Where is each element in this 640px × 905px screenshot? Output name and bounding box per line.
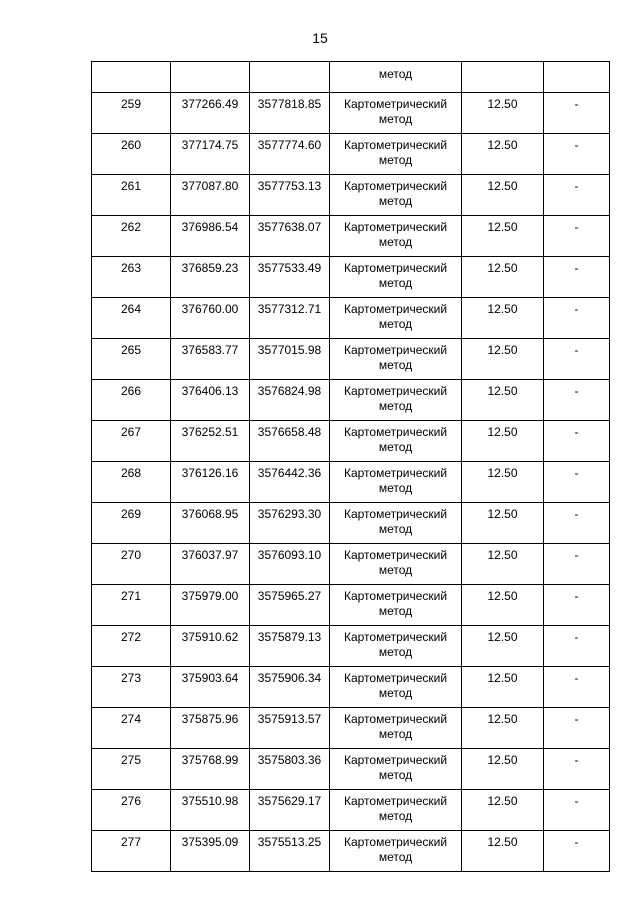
cell-y: 3577818.85 [250, 93, 330, 134]
cell-accuracy: 12.50 [462, 175, 544, 216]
cell-accuracy: 12.50 [462, 585, 544, 626]
cell-method: Картометрический метод [330, 175, 462, 216]
cell-y: 3576293.30 [250, 503, 330, 544]
cell-y: 3577753.13 [250, 175, 330, 216]
cell-description: - [544, 749, 610, 790]
cell-y: 3577774.60 [250, 134, 330, 175]
cell-point [92, 62, 171, 93]
table-row [92, 421, 610, 462]
cell-x [171, 62, 250, 93]
table-row [92, 667, 610, 708]
cell-x: 377087.80 [171, 175, 250, 216]
cell-accuracy: 12.50 [462, 339, 544, 380]
cell-method: Картометрический метод [330, 503, 462, 544]
cell-method: Картометрический метод [330, 585, 462, 626]
table-row [92, 503, 610, 544]
cell-y: 3575913.57 [250, 708, 330, 749]
table-row [92, 380, 610, 421]
cell-accuracy: 12.50 [462, 544, 544, 585]
table-row [92, 257, 610, 298]
cell-point: 268 [92, 462, 171, 503]
table-row [92, 790, 610, 831]
table-row [92, 626, 610, 667]
cell-y: 3577015.98 [250, 339, 330, 380]
continuation-row [92, 62, 610, 93]
cell-description: - [544, 462, 610, 503]
cell-description: - [544, 708, 610, 749]
cell-point: 267 [92, 421, 171, 462]
cell-point: 273 [92, 667, 171, 708]
cell-x: 377174.75 [171, 134, 250, 175]
cell-x: 375903.64 [171, 667, 250, 708]
cell-method: Картометрический метод [330, 339, 462, 380]
cell-method: Картометрический метод [330, 257, 462, 298]
cell-y: 3576093.10 [250, 544, 330, 585]
page-number: 15 [312, 30, 328, 46]
table-row [92, 544, 610, 585]
cell-description: - [544, 503, 610, 544]
table-row [92, 339, 610, 380]
cell-method: Картометрический метод [330, 462, 462, 503]
cell-y: 3577533.49 [250, 257, 330, 298]
cell-point: 277 [92, 831, 171, 872]
cell-y: 3575879.13 [250, 626, 330, 667]
cell-point: 260 [92, 134, 171, 175]
cell-description: - [544, 667, 610, 708]
cell-description: - [544, 93, 610, 134]
cell-description: - [544, 421, 610, 462]
cell-x: 375875.96 [171, 708, 250, 749]
cell-accuracy: 12.50 [462, 790, 544, 831]
cell-description: - [544, 790, 610, 831]
cell-accuracy: 12.50 [462, 708, 544, 749]
cell-y: 3576658.48 [250, 421, 330, 462]
cell-y: 3575906.34 [250, 667, 330, 708]
table-row [92, 462, 610, 503]
cell-x: 376037.97 [171, 544, 250, 585]
cell-point: 263 [92, 257, 171, 298]
cell-method: Картометрический метод [330, 544, 462, 585]
table-row [92, 831, 610, 872]
cell-x: 376760.00 [171, 298, 250, 339]
cell-accuracy: 12.50 [462, 503, 544, 544]
coordinates-table [91, 61, 610, 872]
cell-x: 376583.77 [171, 339, 250, 380]
cell-x: 376068.95 [171, 503, 250, 544]
cell-method: Картометрический метод [330, 831, 462, 872]
table-row [92, 175, 610, 216]
cell-point: 264 [92, 298, 171, 339]
cell-x: 377266.49 [171, 93, 250, 134]
cell-point: 266 [92, 380, 171, 421]
cell-description: - [544, 216, 610, 257]
cell-x: 375768.99 [171, 749, 250, 790]
table-row [92, 749, 610, 790]
cell-accuracy: 12.50 [462, 380, 544, 421]
cell-y: 3575629.17 [250, 790, 330, 831]
cell-y [250, 62, 330, 93]
cell-y: 3577312.71 [250, 298, 330, 339]
cell-x: 375979.00 [171, 585, 250, 626]
cell-point: 269 [92, 503, 171, 544]
cell-description: - [544, 257, 610, 298]
cell-method: Картометрический метод [330, 298, 462, 339]
cell-description: - [544, 175, 610, 216]
cell-x: 376986.54 [171, 216, 250, 257]
cell-x: 375395.09 [171, 831, 250, 872]
cell-description: - [544, 380, 610, 421]
cell-accuracy: 12.50 [462, 216, 544, 257]
cell-description: - [544, 831, 610, 872]
table-row [92, 216, 610, 257]
cell-point: 275 [92, 749, 171, 790]
cell-accuracy: 12.50 [462, 667, 544, 708]
cell-description: - [544, 626, 610, 667]
cell-y: 3576824.98 [250, 380, 330, 421]
cell-method: Картометрический метод [330, 380, 462, 421]
cell-point: 272 [92, 626, 171, 667]
cell-point: 259 [92, 93, 171, 134]
cell-description: - [544, 339, 610, 380]
cell-accuracy: 12.50 [462, 462, 544, 503]
cell-description: - [544, 544, 610, 585]
cell-point: 276 [92, 790, 171, 831]
cell-accuracy: 12.50 [462, 626, 544, 667]
cell-method: Картометрический метод [330, 93, 462, 134]
coordinates-table-body [92, 62, 610, 872]
table-row [92, 93, 610, 134]
cell-x: 376406.13 [171, 380, 250, 421]
cell-point: 262 [92, 216, 171, 257]
cell-accuracy: 12.50 [462, 257, 544, 298]
cell-method: Картометрический метод [330, 216, 462, 257]
cell-point: 274 [92, 708, 171, 749]
cell-method: Картометрический метод [330, 708, 462, 749]
cell-accuracy [462, 62, 544, 93]
cell-accuracy: 12.50 [462, 421, 544, 462]
cell-description: - [544, 585, 610, 626]
cell-accuracy: 12.50 [462, 134, 544, 175]
cell-x: 375910.62 [171, 626, 250, 667]
cell-description [544, 62, 610, 93]
cell-method: Картометрический метод [330, 134, 462, 175]
cell-accuracy: 12.50 [462, 831, 544, 872]
cell-description: - [544, 134, 610, 175]
cell-x: 376859.23 [171, 257, 250, 298]
table-row [92, 585, 610, 626]
cell-point: 261 [92, 175, 171, 216]
cell-point: 270 [92, 544, 171, 585]
cell-method: Картометрический метод [330, 421, 462, 462]
cell-method: Картометрический метод [330, 790, 462, 831]
cell-x: 376252.51 [171, 421, 250, 462]
cell-accuracy: 12.50 [462, 298, 544, 339]
cell-accuracy: 12.50 [462, 749, 544, 790]
cell-description: - [544, 298, 610, 339]
table-row [92, 134, 610, 175]
cell-method: Картометрический метод [330, 626, 462, 667]
cell-x: 376126.16 [171, 462, 250, 503]
cell-method: Картометрический метод [330, 749, 462, 790]
cell-accuracy: 12.50 [462, 93, 544, 134]
cell-point: 271 [92, 585, 171, 626]
cell-x: 375510.98 [171, 790, 250, 831]
cell-method: метод [330, 62, 462, 93]
cell-y: 3577638.07 [250, 216, 330, 257]
cell-y: 3575513.25 [250, 831, 330, 872]
cell-y: 3575965.27 [250, 585, 330, 626]
cell-y: 3576442.36 [250, 462, 330, 503]
cell-method: Картометрический метод [330, 667, 462, 708]
table-row [92, 708, 610, 749]
table-row [92, 298, 610, 339]
cell-y: 3575803.36 [250, 749, 330, 790]
cell-point: 265 [92, 339, 171, 380]
